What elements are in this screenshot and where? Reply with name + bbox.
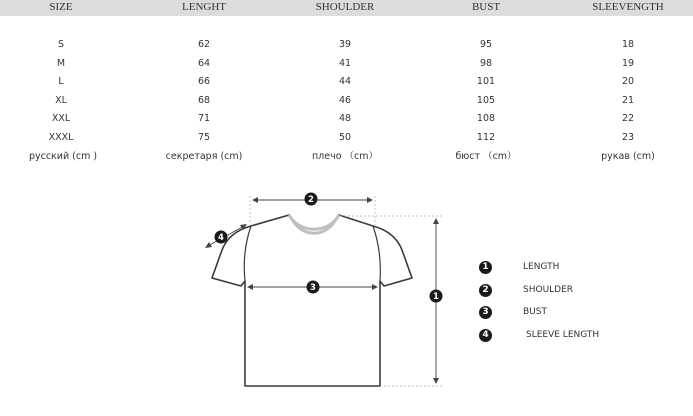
cell-shoulder: 41 [338, 58, 352, 69]
cell-size: XL [55, 95, 67, 106]
cell-bust: 112 [476, 132, 496, 143]
header-sleeve-length: SLEEVENGTH [592, 1, 664, 13]
cell-bust: 105 [476, 95, 496, 106]
cell-length: 75 [197, 132, 211, 143]
cell-size: XXL [51, 113, 71, 124]
cell-sleeve: 23 [621, 132, 635, 143]
tshirt-outline [212, 215, 412, 386]
shoulder-arrow-head-right [367, 197, 373, 203]
cell-shoulder: 46 [338, 95, 352, 106]
cell-bust: 95 [479, 39, 493, 50]
unit-size: русский (cm ) [28, 151, 98, 162]
cell-sleeve: 22 [621, 113, 635, 124]
cell-shoulder: 39 [338, 39, 352, 50]
cell-bust: 108 [476, 113, 496, 124]
shoulder-arrow-head-left [252, 197, 258, 203]
legend-badge: 2 [479, 284, 492, 297]
cell-size: XXXL [48, 132, 74, 143]
cell-length: 66 [197, 76, 211, 87]
header-shoulder: SHOULDER [315, 1, 375, 13]
cell-size: L [58, 76, 64, 87]
unit-sleeve: рукав (cm) [601, 151, 655, 162]
unit-shoulder: плечо （cm） [311, 151, 379, 162]
cell-sleeve: 19 [621, 58, 635, 69]
marker-4-label: 4 [218, 233, 224, 243]
cell-size: S [57, 39, 65, 50]
header-size: SIZE [49, 1, 73, 13]
legend-label: LENGTH [523, 262, 560, 272]
cell-bust: 101 [476, 76, 496, 87]
unit-bust: бюст （cm） [455, 151, 517, 162]
header-length: LENGHT [182, 1, 226, 13]
legend-label: SHOULDER [523, 285, 574, 295]
length-arrow-head-top [433, 218, 439, 224]
cell-sleeve: 20 [621, 76, 635, 87]
cell-length: 68 [197, 95, 211, 106]
header-bust: BUST [471, 1, 501, 13]
sleeve-arrow-head-bottom [205, 242, 212, 248]
cell-size: M [56, 58, 66, 69]
length-arrow-head-bottom [433, 378, 439, 384]
marker-2-label: 2 [308, 195, 314, 205]
legend-badge: 4 [479, 329, 492, 342]
unit-length: секретаря (cm) [165, 151, 243, 162]
legend-label: BUST [523, 307, 547, 317]
cell-sleeve: 18 [621, 39, 635, 50]
marker-1-label: 1 [433, 292, 439, 302]
cell-sleeve: 21 [621, 95, 635, 106]
legend-badge: 1 [479, 261, 492, 274]
cell-length: 64 [197, 58, 211, 69]
cell-bust: 98 [479, 58, 493, 69]
cell-length: 62 [197, 39, 211, 50]
marker-3-label: 3 [310, 283, 316, 293]
cell-shoulder: 44 [338, 76, 352, 87]
cell-shoulder: 48 [338, 113, 352, 124]
cell-length: 71 [197, 113, 211, 124]
cell-shoulder: 50 [338, 132, 352, 143]
legend-badge: 3 [479, 306, 492, 319]
legend-label: SLEEVE LENGTH [526, 330, 600, 340]
